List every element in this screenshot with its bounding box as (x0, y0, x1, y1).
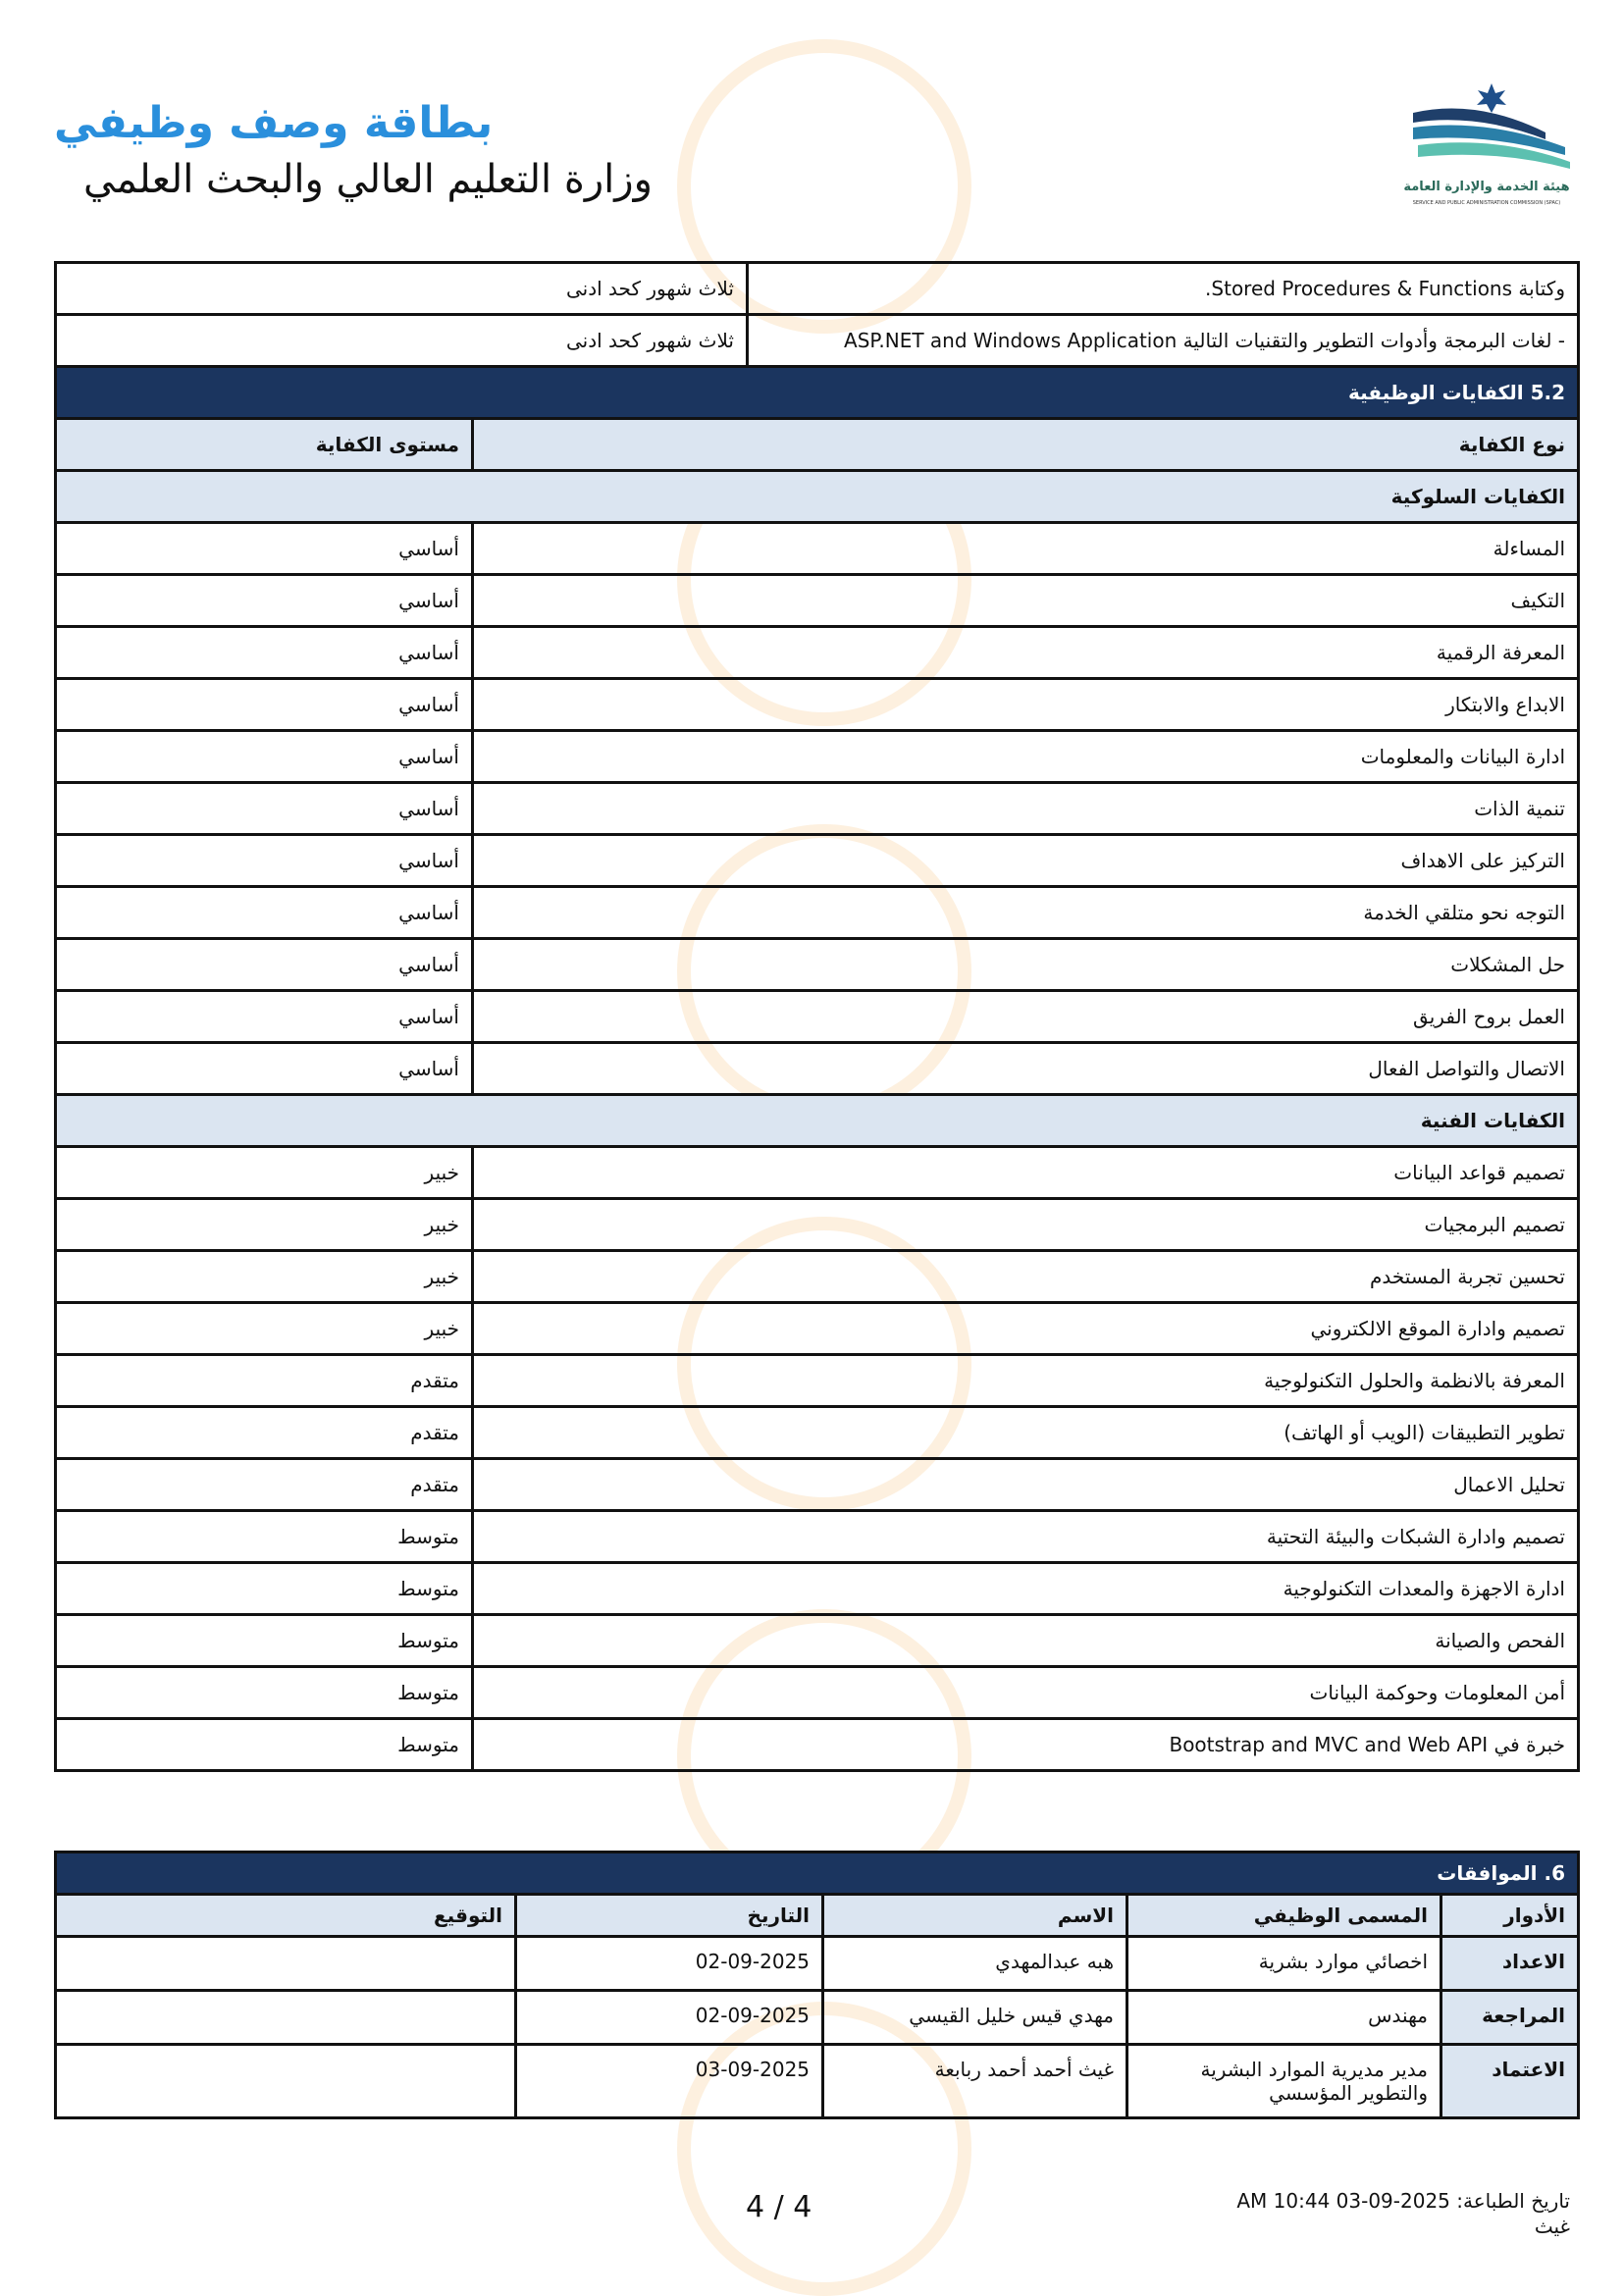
section-header-competencies: 5.2 الكفايات الوظيفية (56, 367, 1579, 419)
competency-row (56, 627, 1579, 679)
competency-name: تصميم البرمجيات (473, 1199, 1579, 1251)
column-header-level: مستوى الكفاية (56, 419, 473, 471)
logo-text: هيئة الخدمة والإدارة العامة (1403, 180, 1570, 194)
experience-row (56, 315, 1579, 367)
page-number: 4 / 4 (746, 2190, 812, 2224)
column-header-roles: الأدوار (1441, 1895, 1579, 1937)
competency-name: الفحص والصيانة (473, 1615, 1579, 1667)
approvals-table (54, 1851, 1580, 2119)
competency-row (56, 1303, 1579, 1355)
competency-row (56, 887, 1579, 939)
competency-name: تحليل الاعمال (473, 1459, 1579, 1511)
competency-level: أساسي (56, 835, 473, 887)
competency-name: تصميم وادارة الموقع الالكتروني (473, 1303, 1579, 1355)
approval-role: المراجعة (1441, 1991, 1579, 2045)
competency-row (56, 1147, 1579, 1199)
print-user: غيث (1534, 2215, 1570, 2238)
section-header-approvals: 6. الموافقات (56, 1852, 1579, 1895)
competency-level: متوسط (56, 1615, 473, 1667)
competency-row (56, 1251, 1579, 1303)
competency-level: خبير (56, 1303, 473, 1355)
competency-level: أساسي (56, 627, 473, 679)
competency-row (56, 679, 1579, 731)
competency-name: تحسين تجربة المستخدم (473, 1251, 1579, 1303)
approval-signature (56, 2045, 516, 2118)
competency-row (56, 1615, 1579, 1667)
competency-name: خبرة في Bootstrap and MVC and Web API (473, 1719, 1579, 1771)
approval-name: غيث أحمد أحمد ربابعة (823, 2045, 1127, 2118)
competency-name: المعرفة بالانظمة والحلول التكنولوجية (473, 1355, 1579, 1407)
competency-name: التكيف (473, 575, 1579, 627)
competency-level: متقدم (56, 1407, 473, 1459)
approval-role: الاعداد (1441, 1937, 1579, 1991)
competency-name: التوجه نحو متلقي الخدمة (473, 887, 1579, 939)
competency-level: متوسط (56, 1667, 473, 1719)
column-header-signature: التوقيع (56, 1895, 516, 1937)
competency-name: المساءلة (473, 523, 1579, 575)
competency-row (56, 783, 1579, 835)
competency-level: أساسي (56, 679, 473, 731)
ministry-name: وزارة التعليم العالي والبحث العلمي (83, 157, 653, 202)
competency-level: خبير (56, 1199, 473, 1251)
approval-job-title: مهندس (1127, 1991, 1441, 2045)
competency-level: أساسي (56, 939, 473, 991)
competency-level: أساسي (56, 1043, 473, 1095)
competency-name: تطوير التطبيقات (الويب أو الهاتف) (473, 1407, 1579, 1459)
competency-level: أساسي (56, 523, 473, 575)
experience-duration: ثلاث شهور كحد ادنى (56, 315, 748, 367)
approval-job-title: اخصائي موارد بشرية (1127, 1937, 1441, 1991)
logo-subtext: SERVICE AND PUBLIC ADMINISTRATION COMMISSION (SPAC) (1412, 200, 1561, 206)
competency-level: متوسط (56, 1511, 473, 1563)
competency-level: خبير (56, 1251, 473, 1303)
competency-row (56, 1459, 1579, 1511)
approval-name: مهدي قيس خليل القيسي (823, 1991, 1127, 2045)
experience-row (56, 263, 1579, 315)
competency-level: متوسط (56, 1719, 473, 1771)
page-title: بطاقة وصف وظيفي (54, 98, 494, 148)
subsection-behavioral: الكفايات السلوكية (56, 471, 1579, 523)
competency-row (56, 1407, 1579, 1459)
approval-job-title: مدير مديرية الموارد البشرية والتطوير المؤسسي (1127, 2045, 1441, 2118)
approval-role: الاعتماد (1441, 2045, 1579, 2118)
competency-level: متوسط (56, 1563, 473, 1615)
competency-name: أمن المعلومات وحوكمة البيانات (473, 1667, 1579, 1719)
column-header-job-title: المسمى الوظيفي (1127, 1895, 1441, 1937)
competency-row (56, 575, 1579, 627)
competency-name: العمل بروح الفريق (473, 991, 1579, 1043)
competency-level: أساسي (56, 887, 473, 939)
approval-row (56, 1937, 1579, 1991)
approval-name: هبه عبدالمهدي (823, 1937, 1127, 1991)
competency-row (56, 731, 1579, 783)
competency-name: المعرفة الرقمية (473, 627, 1579, 679)
competency-name: التركيز على الاهداف (473, 835, 1579, 887)
competency-row (56, 1563, 1579, 1615)
approval-row (56, 2045, 1579, 2118)
column-header-type: نوع الكفاية (473, 419, 1579, 471)
competency-name: الاتصال والتواصل الفعال (473, 1043, 1579, 1095)
subsection-technical: الكفايات الفنية (56, 1095, 1579, 1147)
competency-name: ادارة البيانات والمعلومات (473, 731, 1579, 783)
competency-name: حل المشكلات (473, 939, 1579, 991)
competency-row (56, 991, 1579, 1043)
competencies-table (54, 261, 1580, 1772)
competency-row (56, 1199, 1579, 1251)
approval-signature (56, 1991, 516, 2045)
column-header-date: التاريخ (516, 1895, 823, 1937)
competency-row (56, 1719, 1579, 1771)
competency-level: متقدم (56, 1459, 473, 1511)
competency-level: أساسي (56, 575, 473, 627)
approval-date: 02-09-2025 (516, 1937, 823, 1991)
competency-row (56, 1043, 1579, 1095)
competency-level: أساسي (56, 991, 473, 1043)
experience-duration: ثلاث شهور كحد ادنى (56, 263, 748, 315)
competency-name: الابداع والابتكار (473, 679, 1579, 731)
approval-row (56, 1991, 1579, 2045)
competency-name: تصميم قواعد البيانات (473, 1147, 1579, 1199)
competency-level: أساسي (56, 731, 473, 783)
competency-row (56, 835, 1579, 887)
print-info (1236, 2188, 1570, 2239)
competency-name: تنمية الذات (473, 783, 1579, 835)
competency-row (56, 523, 1579, 575)
competency-name: ادارة الاجهزة والمعدات التكنولوجية (473, 1563, 1579, 1615)
approval-date: 03-09-2025 (516, 2045, 823, 2118)
approval-date: 02-09-2025 (516, 1991, 823, 2045)
competency-row (56, 939, 1579, 991)
spac-logo (1398, 78, 1575, 216)
experience-skill: - لغات البرمجة وأدوات التطوير والتقنيات التالية ASP.NET and Windows Application (748, 315, 1579, 367)
competency-level: خبير (56, 1147, 473, 1199)
print-date: تاريخ الطباعة: 2025-09-03 10:44 AM (1236, 2189, 1570, 2213)
competency-level: أساسي (56, 783, 473, 835)
competency-row (56, 1355, 1579, 1407)
approval-signature (56, 1937, 516, 1991)
competency-name: تصميم وادارة الشبكات والبيئة التحتية (473, 1511, 1579, 1563)
column-header-name: الاسم (823, 1895, 1127, 1937)
experience-skill: وكتابة Stored Procedures & Functions. (748, 263, 1579, 315)
competency-level: متقدم (56, 1355, 473, 1407)
competency-row (56, 1667, 1579, 1719)
logo-icon (1398, 78, 1575, 177)
competency-row (56, 1511, 1579, 1563)
